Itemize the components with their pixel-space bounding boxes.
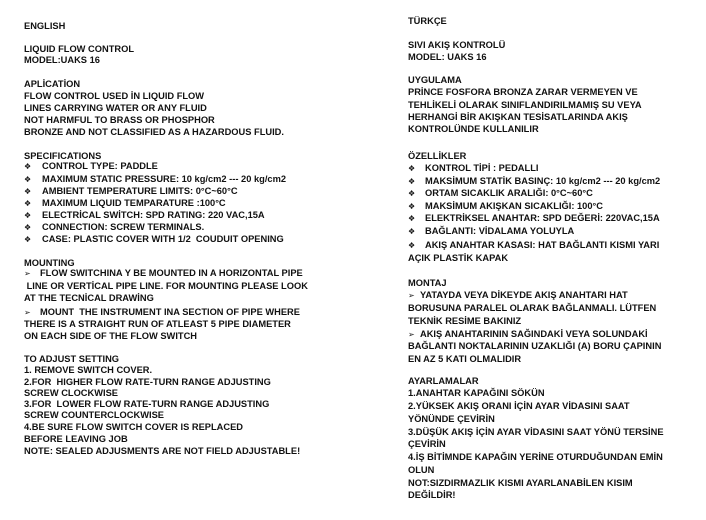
mounting-line: LINE OR VERTİCAL PIPE LINE. FOR MOUNTING PLEASE LOOK: [24, 281, 308, 291]
specifications-heading: ÖZELLİKLER: [408, 151, 467, 161]
adjust-line: 3.FOR LOWER FLOW RATE-TURN RANGE ADJUSTING: [24, 399, 270, 409]
adjust-heading: TO ADJUST SETTING: [24, 354, 120, 364]
diamond-bullet-icon: ❖: [24, 162, 32, 171]
diamond-bullet-icon: ❖: [408, 227, 416, 236]
adjust-line: 2.FOR HIGHER FLOW RATE-TURN RANGE ADJUSTING: [24, 377, 271, 387]
adjust-note: DEĞİLDİR!: [408, 490, 456, 500]
adjust-note: NOTE: SEALED ADJUSMENTS ARE NOT FIELD ADJUSTABLE!: [24, 446, 301, 456]
adjust-line: ÇEVİRİN: [408, 439, 446, 449]
diamond-bullet-icon: ❖: [408, 177, 416, 186]
adjust-line: 3.DÜŞÜK AKIŞ İÇİN AYAR VİDASINI SAAT YÖNÜ TERSİNE: [408, 427, 664, 437]
model-label: MODEL: UAKS 16: [408, 52, 487, 62]
adjust-line: 2.YÜKSEK AKIŞ ORANI İÇİN AYAR VİDASINI SAAT: [408, 401, 630, 411]
product-title: SIVI AKIŞ KONTROLÜ: [408, 40, 506, 50]
spec-continuation: AÇIK PLASTİK KAPAK: [408, 253, 509, 263]
language-heading: ENGLISH: [24, 21, 66, 31]
diamond-bullet-icon: ❖: [408, 202, 416, 211]
diamond-bullet-icon: ❖: [24, 223, 32, 232]
application-line: FLOW CONTROL USED İN LIQUID FLOW: [24, 91, 205, 101]
adjust-line: YÖNÜNDE ÇEVİRİN: [408, 414, 495, 424]
mounting-line: EN AZ 5 KATI OLMALIDIR: [408, 354, 522, 364]
diamond-bullet-icon: ❖: [24, 199, 32, 208]
application-line: TEHLİKELİ OLARAK SINIFLANDIRILMAMIŞ SU VEYA: [408, 100, 642, 110]
application-heading: APLİCATİON: [24, 79, 81, 89]
diamond-bullet-icon: ❖: [24, 235, 32, 244]
adjust-heading: AYARLAMALAR: [408, 376, 479, 386]
adjust-line: 4.BE SURE FLOW SWITCH COVER IS REPLACED: [24, 422, 244, 432]
application-line: NOT HARMFUL TO BRASS OR PHOSPHOR: [24, 115, 215, 125]
application-line: PRİNCE FOSFORA BRONZA ZARAR VERMEYEN VE: [408, 87, 638, 97]
mounting-line: TEKNİK RESİME BAKINIZ: [408, 316, 522, 326]
diamond-bullet-icon: ❖: [24, 175, 32, 184]
mounting-line: BORUSUNA PARALEL OLARAK BAĞLANMALI. LÜTFEN: [408, 303, 657, 313]
arrowhead-bullet-icon: ➢: [24, 308, 31, 317]
adjust-line: SCREW COUNTERCLOCKWISE: [24, 410, 164, 420]
adjust-line: BEFORE LEAVING JOB: [24, 434, 128, 444]
diamond-bullet-icon: ❖: [408, 164, 416, 173]
diamond-bullet-icon: ❖: [408, 189, 416, 198]
arrowhead-bullet-icon: ➢: [24, 269, 31, 278]
arrowhead-bullet-icon: ➢: [408, 291, 415, 300]
document-page: ENGLISH LIQUID FLOW CONTROL MODEL:UAKS 16 APLİCATİON FLOW CONTROL USED İN LIQUID FLOW LINES CARRYING WATER OR ANY FLUID NOT HARMFUL TO BRASS OR PHOSPHOR BRONZE AND NOT CLASSIFIED AS A HAZARDOUS FLUID. SPECIFICATIONS ❖ CONTROL TYPE: PADDLE ❖ MAXIMUM STATIC PRESSURE: 10 kg/cm2 --- 20 kg/cm2 ❖ AMBIENT TEMPERATURE LIMITS: 0°C~60°C ❖ MAXIMUM LIQUID TEMPARATURE :100°C ❖ ELECTRİCAL SWİTCH: SPD RATING: 220 VAC,15A ❖ CONNECTION: SCREW TERMINALS. ❖ CASE: PLASTIC COVER WITH 1/2 COUDUIT OPENING MOUNTING ➢ FLOW SWITCHINA Y BE MOUNTED IN A HORIZONTAL PIPE LINE OR VERTİCAL PIPE LINE. FOR MOUNTING PLEASE LOOK AT THE TECNİCAL DRAWİNG ➢ MOUNT THE INSTRUMENT INA SECTION OF PIPE WHERE THERE IS A STRAIGHT RUN OF ATLEAST 5 PIPE DIAMETER ON EACH SIDE OF THE FLOW SWITCH TO ADJUST SETTING 1. REMOVE SWITCH COVER. 2.FOR HIGHER FLOW RATE-TURN RANGE ADJUSTING SCREW CLOCKWISE 3.FOR LOWER FLOW RATE-TURN RANGE ADJUSTING SCREW COUNTERCLOCKWISE 4.BE SURE FLOW SWITCH COVER IS REPLACED BEFORE LEAVING JOB NOTE: SEALED ADJUSMENTS ARE NOT FIELD ADJUSTABLE! TÜRKÇE SIVI AKIŞ KONTROLÜ MODEL: UAKS 16 UYGULAMA PRİNCE FOSFORA BRONZA ZARAR VERMEYEN VE TEHLİKELİ OLARAK SINIFLANDIRILMAMIŞ SU VEYA HERHANGİ BİR AKIŞKAN TESİSATLARINDA AKIŞ KONTROLÜNDE KULLANILIR ÖZELLİKLER ❖ KONTROL TİPİ : PEDALLI ❖ MAKSİMUM STATİK BASINÇ: 10 kg/cm2 --- 20 kg/cm2 ❖ ORTAM SICAKLIK ARALIĞI: 0°C~60°C ❖ MAKSİMUM AKIŞKAN SICAKLIĞI: 100°C ❖ ELEKTRİKSEL ANAHTAR: SPD DEĞERİ: 220VAC,15A ❖ BAĞLANTI: VİDALAMA YOLUYLA ❖ AKIŞ ANAHTAR KASASI: HAT BAĞLANTI KISMI YARI AÇIK PLASTİK KAPAK MONTAJ ➢ YATAYDA VEYA DİKEYDE AKIŞ ANAHTARI HAT BORUSUNA PARALEL OLARAK BAĞLANMALI. LÜTFEN TEKNİK RESİME BAKINIZ ➢ AKIŞ ANAHTARININ SAĞINDAKİ VEYA SOLUNDAKİ BAĞLANTI NOKTALARININ UZAKLIĞI (A) BORU ÇAPININ EN AZ 5 KATI OLMALIDIR AYARLAMALAR 1.ANAHTAR KAPAĞINI SÖKÜN 2.YÜKSEK AKIŞ ORANI İÇİN AYAR VİDASINI SAAT YÖNÜNDE ÇEVİRİN 3.DÜŞÜK AKIŞ İÇİN AYAR VİDASINI SAAT YÖNÜ TERSİNE ÇEVİRİN 4.İŞ BİTİMNDE KAPAĞIN YERİNE OTURDUĞUNDAN EMİN OLUN NOT:SIZDIRMAZLIK KISMI AYARLANABİLEN KISIM DEĞİLDİR!: [24, 16, 664, 500]
diamond-bullet-icon: ❖: [408, 241, 416, 250]
adjust-line: 1.ANAHTAR KAPAĞINI SÖKÜN: [408, 388, 545, 398]
product-title: LIQUID FLOW CONTROL: [24, 44, 134, 54]
adjust-line: 1. REMOVE SWITCH COVER.: [24, 365, 153, 375]
mounting-heading: MOUNTING: [24, 258, 75, 268]
adjust-note: NOT:SIZDIRMAZLIK KISMI AYARLANABİLEN KISIM: [408, 478, 633, 488]
arrowhead-bullet-icon: ➢: [408, 330, 415, 339]
language-heading: TÜRKÇE: [408, 16, 447, 26]
model-label: MODEL:UAKS 16: [24, 55, 100, 65]
mounting-line: BAĞLANTI NOKTALARININ UZAKLIĞI (A) BORU ÇAPININ: [408, 341, 662, 351]
adjust-line: 4.İŞ BİTİMNDE KAPAĞIN YERİNE OTURDUĞUNDAN EMİN: [408, 452, 663, 462]
application-line: BRONZE AND NOT CLASSIFIED AS A HAZARDOUS FLUID.: [24, 127, 284, 137]
adjust-line: SCREW CLOCKWISE: [24, 388, 118, 398]
diamond-bullet-icon: ❖: [24, 211, 32, 220]
mounting-line: THERE IS A STRAIGHT RUN OF ATLEAST 5 PIPE DIAMETER: [24, 319, 291, 329]
application-line: HERHANGİ BİR AKIŞKAN TESİSATLARINDA AKIŞ: [408, 112, 628, 122]
mounting-heading: MONTAJ: [408, 278, 447, 288]
specifications-heading: SPECIFICATIONS: [24, 151, 102, 161]
mounting-line: AT THE TECNİCAL DRAWİNG: [24, 293, 154, 303]
application-heading: UYGULAMA: [408, 75, 462, 85]
diamond-bullet-icon: ❖: [408, 214, 416, 223]
mounting-line: ON EACH SIDE OF THE FLOW SWITCH: [24, 331, 198, 341]
application-line: KONTROLÜNDE KULLANILIR: [408, 124, 539, 134]
adjust-line: OLUN: [408, 465, 435, 475]
application-line: LINES CARRYING WATER OR ANY FLUID: [24, 103, 207, 113]
diamond-bullet-icon: ❖: [24, 187, 32, 196]
